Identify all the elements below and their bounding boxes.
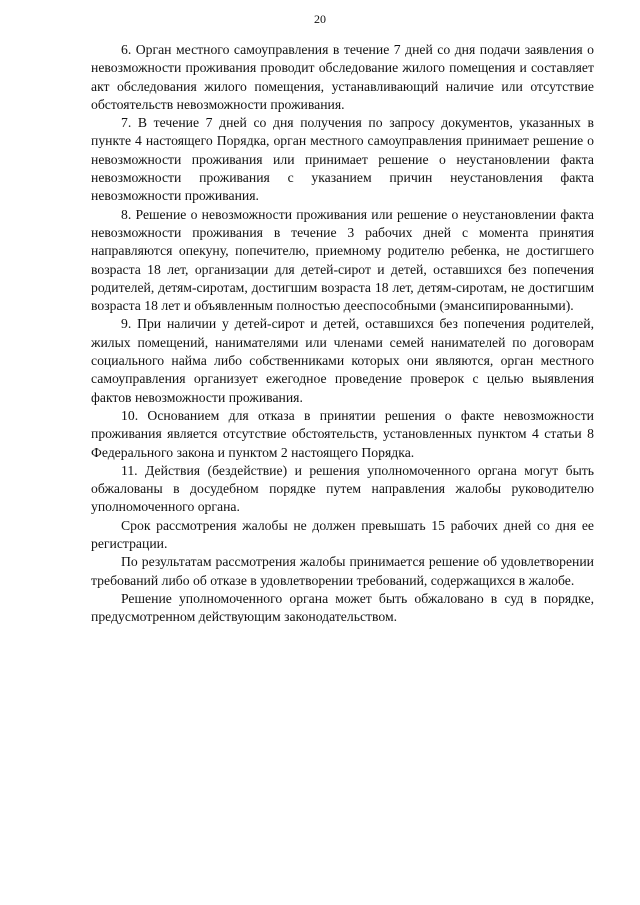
paragraph-complaint-term: Срок рассмотрения жалобы не должен превышать 15 рабочих дней со дня ее регистрации. (91, 517, 594, 552)
paragraph-court-appeal: Решение уполномоченного органа может быть обжаловано в суд в порядке, предусмотренном действующим законодательством. (91, 590, 594, 625)
paragraph-10: 10. Основанием для отказа в принятии решения о факте невозможности проживания является отсутствие обстоятельств, установленных пунктом 4 статьи 8 Федерального закона и пунктом 2 настоящего Порядка. (91, 407, 594, 460)
paragraph-6: 6. Орган местного самоуправления в течение 7 дней со дня подачи заявления о невозможности проживания проводит обследование жилого помещения и составляет акт обследования жилого помещения, устанавливающий наличие или отсутствие обстоятельств невозможности проживания. (91, 42, 594, 112)
paragraph-7: 7. В течение 7 дней со дня получения по запросу документов, указанных в пункте 4 настоящего Порядка, орган местного самоуправления принимает решение о невозможности проживания или принимает решение о неустановлении факта невозможности проживания с указанием причин неустановления факта невозможности проживания. (91, 115, 594, 204)
paragraph-8: 8. Решение о невозможности проживания или решение о неустановлении факта невозможности проживания в течение 3 рабочих дней с момента принятия направляются опекуну, попечителю, приемному родителю ребенка, не достигшего возраста 18 лет, организации для детей-сирот и детей, оставшихся без попечения родителей, детям-сиротам, достигшим возраста 18 лет, детям-сиротам, не достигшим возраста 18 лет и объявленным полностью дееспособными (эмансипированными). (91, 206, 594, 314)
paragraph-complaint-result: По результатам рассмотрения жалобы принимается решение об удовлетворении требований либо об отказе в удовлетворении требований, содержащихся в жалобе. (91, 554, 594, 588)
document-body (91, 41, 594, 627)
paragraph-11: 11. Действия (бездействие) и решения уполномоченного органа могут быть обжалованы в досудебном порядке путем направления жалобы руководителю уполномоченного органа. (91, 462, 594, 515)
paragraph-9: 9. При наличии у детей-сирот и детей, оставшихся без попечения родителей, жилых помещений, нанимателями или членами семей нанимателей по договорам социального найма либо собственниками которых они являются, орган местного самоуправления организует ежегодное проведение проверок с целью выявления фактов невозможности проживания. (91, 316, 594, 405)
page-number: 20 (314, 12, 326, 26)
